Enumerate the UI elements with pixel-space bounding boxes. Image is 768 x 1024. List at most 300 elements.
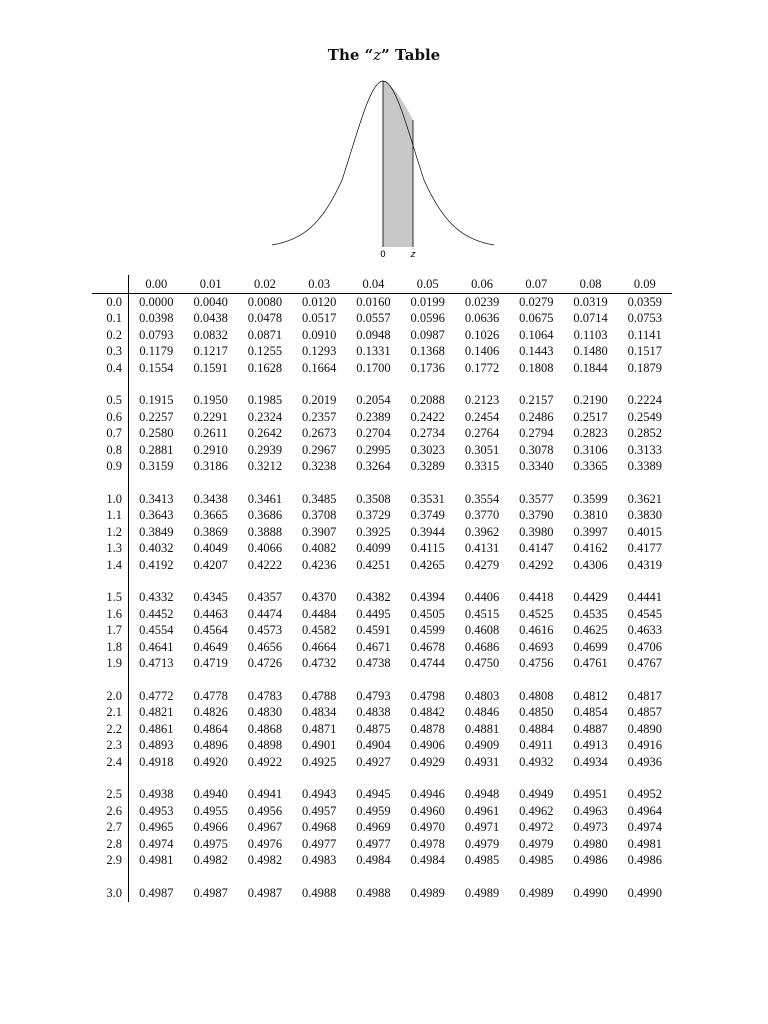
probability-cell: 0.4812 <box>573 688 608 703</box>
probability-cell: 0.0517 <box>302 311 337 326</box>
probability-cell: 0.1700 <box>356 360 391 375</box>
probability-cell: 0.0714 <box>573 311 608 326</box>
row-z-value: 0.2 <box>92 327 129 344</box>
probability-cell: 0.2123 <box>464 393 500 408</box>
table-row <box>92 639 672 656</box>
probability-cell: 0.0199 <box>410 294 445 309</box>
probability-cell: 0.0398 <box>139 311 174 326</box>
probability-cell: 0.4744 <box>410 656 445 671</box>
probability-cell: 0.4788 <box>302 688 337 703</box>
probability-cell: 0.4981 <box>139 853 174 868</box>
column-header: 0.01 <box>184 275 238 294</box>
probability-cell: 0.4983 <box>302 853 337 868</box>
probability-cell: 0.3212 <box>247 459 283 474</box>
probability-cell: 0.3830 <box>627 508 663 523</box>
probability-cell: 0.4901 <box>302 738 337 753</box>
probability-cell: 0.0910 <box>302 327 337 342</box>
probability-cell: 0.3106 <box>573 442 608 457</box>
probability-cell: 0.0239 <box>464 294 500 309</box>
probability-cell: 0.4292 <box>519 557 554 572</box>
probability-cell: 0.4671 <box>356 639 391 654</box>
table-row <box>92 803 672 820</box>
probability-cell: 0.4974 <box>627 820 663 835</box>
probability-cell: 0.4826 <box>193 705 228 720</box>
probability-cell: 0.2019 <box>302 393 337 408</box>
probability-cell: 0.4973 <box>573 820 608 835</box>
probability-cell: 0.4495 <box>356 606 391 621</box>
probability-cell: 0.4798 <box>410 688 445 703</box>
table-row <box>92 590 672 607</box>
probability-cell: 0.4599 <box>410 623 445 638</box>
probability-cell: 0.3849 <box>139 524 174 539</box>
row-z-value: 0.9 <box>92 459 129 476</box>
table-row <box>92 393 672 410</box>
probability-cell: 0.4985 <box>519 853 554 868</box>
row-z-value: 1.8 <box>92 639 129 656</box>
probability-cell: 0.4664 <box>302 639 337 654</box>
table-row <box>92 491 672 508</box>
table-row <box>92 541 672 558</box>
probability-cell: 0.4207 <box>193 557 228 572</box>
row-z-value: 0.8 <box>92 442 129 459</box>
probability-cell: 0.4772 <box>139 688 174 703</box>
row-z-value: 2.6 <box>92 803 129 820</box>
probability-cell: 0.3485 <box>302 491 337 506</box>
probability-cell: 0.4988 <box>302 885 337 900</box>
probability-cell: 0.4251 <box>356 557 391 572</box>
probability-cell: 0.1985 <box>247 393 283 408</box>
table-row <box>92 524 672 541</box>
group-spacer <box>92 377 672 393</box>
probability-cell: 0.4115 <box>410 541 445 556</box>
probability-cell: 0.4767 <box>627 656 663 671</box>
probability-cell: 0.4970 <box>410 820 445 835</box>
probability-cell: 0.4898 <box>247 738 283 753</box>
probability-cell: 0.4929 <box>410 754 445 769</box>
row-z-value: 1.6 <box>92 606 129 623</box>
column-header: 0.06 <box>455 275 509 294</box>
row-z-value: 3.0 <box>92 885 129 902</box>
probability-cell: 0.2881 <box>139 442 174 457</box>
probability-cell: 0.1141 <box>627 327 662 342</box>
probability-cell: 0.0319 <box>573 294 608 309</box>
probability-cell: 0.4699 <box>573 639 608 654</box>
table-row <box>92 754 672 771</box>
probability-cell: 0.4945 <box>356 787 391 802</box>
probability-cell: 0.3264 <box>356 459 391 474</box>
probability-cell: 0.3925 <box>356 524 391 539</box>
probability-cell: 0.4535 <box>573 606 608 621</box>
probability-cell: 0.4864 <box>193 721 228 736</box>
probability-cell: 0.4971 <box>464 820 500 835</box>
column-header: 0.09 <box>618 275 672 294</box>
table-row <box>92 836 672 853</box>
probability-cell: 0.4974 <box>139 836 174 851</box>
table-row <box>92 820 672 837</box>
probability-cell: 0.1517 <box>627 344 663 359</box>
probability-cell: 0.4463 <box>193 606 228 621</box>
probability-cell: 0.2224 <box>627 393 663 408</box>
column-header: 0.02 <box>238 275 292 294</box>
group-spacer <box>92 475 672 491</box>
probability-cell: 0.3051 <box>464 442 500 457</box>
probability-cell: 0.4984 <box>356 853 391 868</box>
probability-cell: 0.4633 <box>627 623 663 638</box>
probability-cell: 0.4980 <box>573 836 608 851</box>
table-row <box>92 327 672 344</box>
probability-cell: 0.0832 <box>193 327 228 342</box>
probability-cell: 0.4985 <box>464 853 500 868</box>
spacer-cell <box>92 377 129 393</box>
probability-cell: 0.4953 <box>139 803 174 818</box>
probability-cell: 0.2673 <box>302 426 337 441</box>
probability-cell: 0.4936 <box>627 754 663 769</box>
probability-cell: 0.2454 <box>464 409 500 424</box>
page-title <box>0 46 768 64</box>
row-z-value: 2.7 <box>92 820 129 837</box>
probability-cell: 0.3023 <box>410 442 445 457</box>
row-z-value: 0.3 <box>92 344 129 361</box>
probability-cell: 0.4616 <box>519 623 554 638</box>
probability-cell: 0.1554 <box>139 360 174 375</box>
row-z-value: 1.5 <box>92 590 129 607</box>
probability-cell: 0.4441 <box>627 590 663 605</box>
probability-cell: 0.4192 <box>139 557 174 572</box>
probability-cell: 0.1628 <box>247 360 283 375</box>
probability-cell: 0.0359 <box>627 294 663 309</box>
spacer-cell <box>92 771 129 787</box>
probability-cell: 0.4545 <box>627 606 663 621</box>
probability-cell: 0.0987 <box>410 327 445 342</box>
row-z-value: 2.1 <box>92 705 129 722</box>
table-row <box>92 738 672 755</box>
table-row <box>92 508 672 525</box>
probability-cell: 0.4949 <box>519 787 554 802</box>
probability-cell: 0.1026 <box>464 327 500 342</box>
probability-cell: 0.4940 <box>193 787 228 802</box>
probability-cell: 0.0279 <box>519 294 554 309</box>
probability-cell: 0.3790 <box>519 508 554 523</box>
probability-cell: 0.4279 <box>464 557 500 572</box>
probability-cell: 0.2054 <box>356 393 391 408</box>
group-spacer <box>92 771 672 787</box>
probability-cell: 0.3980 <box>519 524 554 539</box>
row-z-value: 2.9 <box>92 853 129 870</box>
probability-cell: 0.4177 <box>627 541 663 556</box>
row-z-value: 2.2 <box>92 721 129 738</box>
probability-cell: 0.4678 <box>410 639 445 654</box>
probability-cell: 0.4871 <box>302 721 337 736</box>
probability-cell: 0.4975 <box>193 836 228 851</box>
probability-cell: 0.4783 <box>247 688 283 703</box>
probability-cell: 0.4878 <box>410 721 445 736</box>
probability-cell: 0.4881 <box>464 721 500 736</box>
normal-curve-figure <box>262 70 506 260</box>
probability-cell: 0.1950 <box>193 393 228 408</box>
zero-label: 0 <box>380 250 386 260</box>
probability-cell: 0.4972 <box>519 820 554 835</box>
probability-cell: 0.4750 <box>464 656 500 671</box>
probability-cell: 0.4955 <box>193 803 228 818</box>
probability-cell: 0.3238 <box>302 459 337 474</box>
probability-cell: 0.4982 <box>247 853 283 868</box>
probability-cell: 0.0080 <box>247 294 283 309</box>
probability-cell: 0.4984 <box>410 853 445 868</box>
row-z-value: 2.3 <box>92 738 129 755</box>
probability-cell: 0.4920 <box>193 754 228 769</box>
table-row <box>92 885 672 902</box>
probability-cell: 0.3438 <box>193 491 228 506</box>
probability-cell: 0.1443 <box>519 344 554 359</box>
table-row <box>92 853 672 870</box>
spacer-cell <box>129 869 673 885</box>
probability-cell: 0.4893 <box>139 738 174 753</box>
probability-cell: 0.3577 <box>519 491 554 506</box>
probability-cell: 0.4719 <box>193 656 228 671</box>
probability-cell: 0.4911 <box>519 738 554 753</box>
probability-cell: 0.2422 <box>410 409 445 424</box>
probability-cell: 0.1103 <box>573 327 608 342</box>
probability-cell: 0.3599 <box>573 491 608 506</box>
probability-cell: 0.1293 <box>302 344 337 359</box>
probability-cell: 0.0120 <box>302 294 337 309</box>
table-row <box>92 426 672 443</box>
probability-cell: 0.4904 <box>356 738 391 753</box>
probability-cell: 0.4979 <box>519 836 554 851</box>
probability-cell: 0.4582 <box>302 623 337 638</box>
probability-cell: 0.2734 <box>410 426 445 441</box>
probability-cell: 0.4948 <box>464 787 500 802</box>
row-z-value: 1.3 <box>92 541 129 558</box>
probability-cell: 0.0636 <box>464 311 500 326</box>
probability-cell: 0.1255 <box>247 344 283 359</box>
probability-cell: 0.4370 <box>302 590 337 605</box>
probability-cell: 0.4977 <box>356 836 391 851</box>
column-header: 0.07 <box>509 275 563 294</box>
probability-cell: 0.4990 <box>573 885 608 900</box>
probability-cell: 0.4884 <box>519 721 554 736</box>
group-spacer <box>92 672 672 688</box>
probability-cell: 0.3770 <box>464 508 500 523</box>
probability-cell: 0.1844 <box>573 360 608 375</box>
probability-cell: 0.1217 <box>193 344 228 359</box>
probability-cell: 0.3531 <box>410 491 445 506</box>
probability-cell: 0.1331 <box>356 344 391 359</box>
probability-cell: 0.4821 <box>139 705 174 720</box>
probability-cell: 0.4505 <box>410 606 445 621</box>
probability-cell: 0.3159 <box>139 459 174 474</box>
title-z: z <box>373 46 382 64</box>
probability-cell: 0.2910 <box>193 442 228 457</box>
probability-cell: 0.4968 <box>302 820 337 835</box>
probability-cell: 0.4429 <box>573 590 608 605</box>
table-row <box>92 688 672 705</box>
column-header: 0.03 <box>292 275 346 294</box>
probability-cell: 0.4938 <box>139 787 174 802</box>
probability-cell: 0.4962 <box>519 803 554 818</box>
probability-cell: 0.3078 <box>519 442 554 457</box>
probability-cell: 0.4922 <box>247 754 283 769</box>
probability-cell: 0.3340 <box>519 459 554 474</box>
probability-cell: 0.4515 <box>464 606 500 621</box>
table-row <box>92 409 672 426</box>
table-row <box>92 294 672 311</box>
probability-cell: 0.3869 <box>193 524 228 539</box>
probability-cell: 0.4868 <box>247 721 283 736</box>
probability-cell: 0.2157 <box>519 393 554 408</box>
probability-cell: 0.1915 <box>139 393 174 408</box>
probability-cell: 0.4966 <box>193 820 228 835</box>
probability-cell: 0.4982 <box>193 853 228 868</box>
probability-cell: 0.3508 <box>356 491 391 506</box>
probability-cell: 0.3810 <box>573 508 608 523</box>
column-header: 0.05 <box>401 275 455 294</box>
probability-cell: 0.4989 <box>519 885 554 900</box>
row-z-value: 0.1 <box>92 311 129 328</box>
probability-cell: 0.1406 <box>464 344 500 359</box>
probability-cell: 0.1480 <box>573 344 608 359</box>
spacer-cell <box>92 574 129 590</box>
probability-cell: 0.4850 <box>519 705 554 720</box>
probability-cell: 0.4987 <box>193 885 228 900</box>
probability-cell: 0.4066 <box>247 541 283 556</box>
probability-cell: 0.4452 <box>139 606 174 621</box>
probability-cell: 0.4989 <box>410 885 445 900</box>
probability-cell: 0.3888 <box>247 524 283 539</box>
probability-cell: 0.3315 <box>464 459 500 474</box>
probability-cell: 0.3686 <box>247 508 283 523</box>
column-header: 0.00 <box>129 275 184 294</box>
probability-cell: 0.4265 <box>410 557 445 572</box>
probability-cell: 0.4761 <box>573 656 608 671</box>
probability-cell: 0.3708 <box>302 508 337 523</box>
probability-cell: 0.4925 <box>302 754 337 769</box>
probability-cell: 0.4693 <box>519 639 554 654</box>
probability-cell: 0.2088 <box>410 393 445 408</box>
probability-cell: 0.2291 <box>193 409 228 424</box>
probability-cell: 0.4987 <box>247 885 283 900</box>
probability-cell: 0.4099 <box>356 541 391 556</box>
probability-cell: 0.1736 <box>410 360 445 375</box>
table-header <box>92 275 672 294</box>
corner-cell <box>92 275 129 294</box>
probability-cell: 0.4756 <box>519 656 554 671</box>
probability-cell: 0.0557 <box>356 311 391 326</box>
spacer-cell <box>92 475 129 491</box>
probability-cell: 0.4808 <box>519 688 554 703</box>
probability-cell: 0.4986 <box>627 853 663 868</box>
z-label: z <box>410 250 416 260</box>
probability-cell: 0.3554 <box>464 491 500 506</box>
probability-cell: 0.4803 <box>464 688 500 703</box>
table-row <box>92 656 672 673</box>
probability-cell: 0.4830 <box>247 705 283 720</box>
row-z-value: 1.4 <box>92 557 129 574</box>
probability-cell: 0.4927 <box>356 754 391 769</box>
probability-cell: 0.2389 <box>356 409 391 424</box>
probability-cell: 0.2549 <box>627 409 663 424</box>
probability-cell: 0.4979 <box>464 836 500 851</box>
probability-cell: 0.4875 <box>356 721 391 736</box>
probability-cell: 0.3413 <box>139 491 174 506</box>
probability-cell: 0.4656 <box>247 639 283 654</box>
row-z-value: 0.7 <box>92 426 129 443</box>
probability-cell: 0.4625 <box>573 623 608 638</box>
row-z-value: 2.5 <box>92 787 129 804</box>
probability-cell: 0.4608 <box>464 623 500 638</box>
probability-cell: 0.4990 <box>627 885 663 900</box>
probability-cell: 0.4957 <box>302 803 337 818</box>
probability-cell: 0.4854 <box>573 705 608 720</box>
spacer-cell <box>129 574 673 590</box>
probability-cell: 0.4890 <box>627 721 663 736</box>
probability-cell: 0.4738 <box>356 656 391 671</box>
probability-cell: 0.3389 <box>627 459 663 474</box>
probability-cell: 0.3621 <box>627 491 663 506</box>
shaded-area <box>383 81 413 247</box>
probability-cell: 0.4394 <box>410 590 445 605</box>
probability-cell: 0.4981 <box>627 836 663 851</box>
row-z-value: 2.0 <box>92 688 129 705</box>
column-header: 0.04 <box>346 275 400 294</box>
probability-cell: 0.4946 <box>410 787 445 802</box>
probability-cell: 0.3289 <box>410 459 445 474</box>
spacer-cell <box>129 672 673 688</box>
probability-cell: 0.4906 <box>410 738 445 753</box>
probability-cell: 0.4960 <box>410 803 445 818</box>
probability-cell: 0.2823 <box>573 426 608 441</box>
probability-cell: 0.4236 <box>302 557 337 572</box>
probability-cell: 0.0478 <box>247 311 283 326</box>
probability-cell: 0.4838 <box>356 705 391 720</box>
probability-cell: 0.0948 <box>356 327 391 342</box>
probability-cell: 0.4162 <box>573 541 608 556</box>
probability-cell: 0.4332 <box>139 590 174 605</box>
probability-cell: 0.4015 <box>627 524 663 539</box>
table-row <box>92 606 672 623</box>
probability-cell: 0.2486 <box>519 409 554 424</box>
spacer-cell <box>129 377 673 393</box>
probability-cell: 0.4961 <box>464 803 500 818</box>
probability-cell: 0.3186 <box>193 459 228 474</box>
probability-cell: 0.4406 <box>464 590 500 605</box>
probability-cell: 0.3749 <box>410 508 445 523</box>
probability-cell: 0.4778 <box>193 688 228 703</box>
table-row <box>92 787 672 804</box>
spacer-cell <box>129 771 673 787</box>
probability-cell: 0.4357 <box>247 590 283 605</box>
probability-cell: 0.3729 <box>356 508 391 523</box>
probability-cell: 0.0675 <box>519 311 554 326</box>
probability-cell: 0.4934 <box>573 754 608 769</box>
probability-cell: 0.4817 <box>627 688 663 703</box>
probability-cell: 0.4649 <box>193 639 228 654</box>
probability-cell: 0.4956 <box>247 803 283 818</box>
probability-cell: 0.4977 <box>302 836 337 851</box>
probability-cell: 0.2704 <box>356 426 391 441</box>
probability-cell: 0.1591 <box>193 360 228 375</box>
probability-cell: 0.3365 <box>573 459 608 474</box>
probability-cell: 0.4382 <box>356 590 391 605</box>
probability-cell: 0.3643 <box>139 508 174 523</box>
probability-cell: 0.0438 <box>193 311 228 326</box>
row-z-value: 0.5 <box>92 393 129 410</box>
probability-cell: 0.4484 <box>302 606 337 621</box>
table-row <box>92 311 672 328</box>
probability-cell: 0.4951 <box>573 787 608 802</box>
probability-cell: 0.3665 <box>193 508 228 523</box>
probability-cell: 0.1368 <box>410 344 445 359</box>
